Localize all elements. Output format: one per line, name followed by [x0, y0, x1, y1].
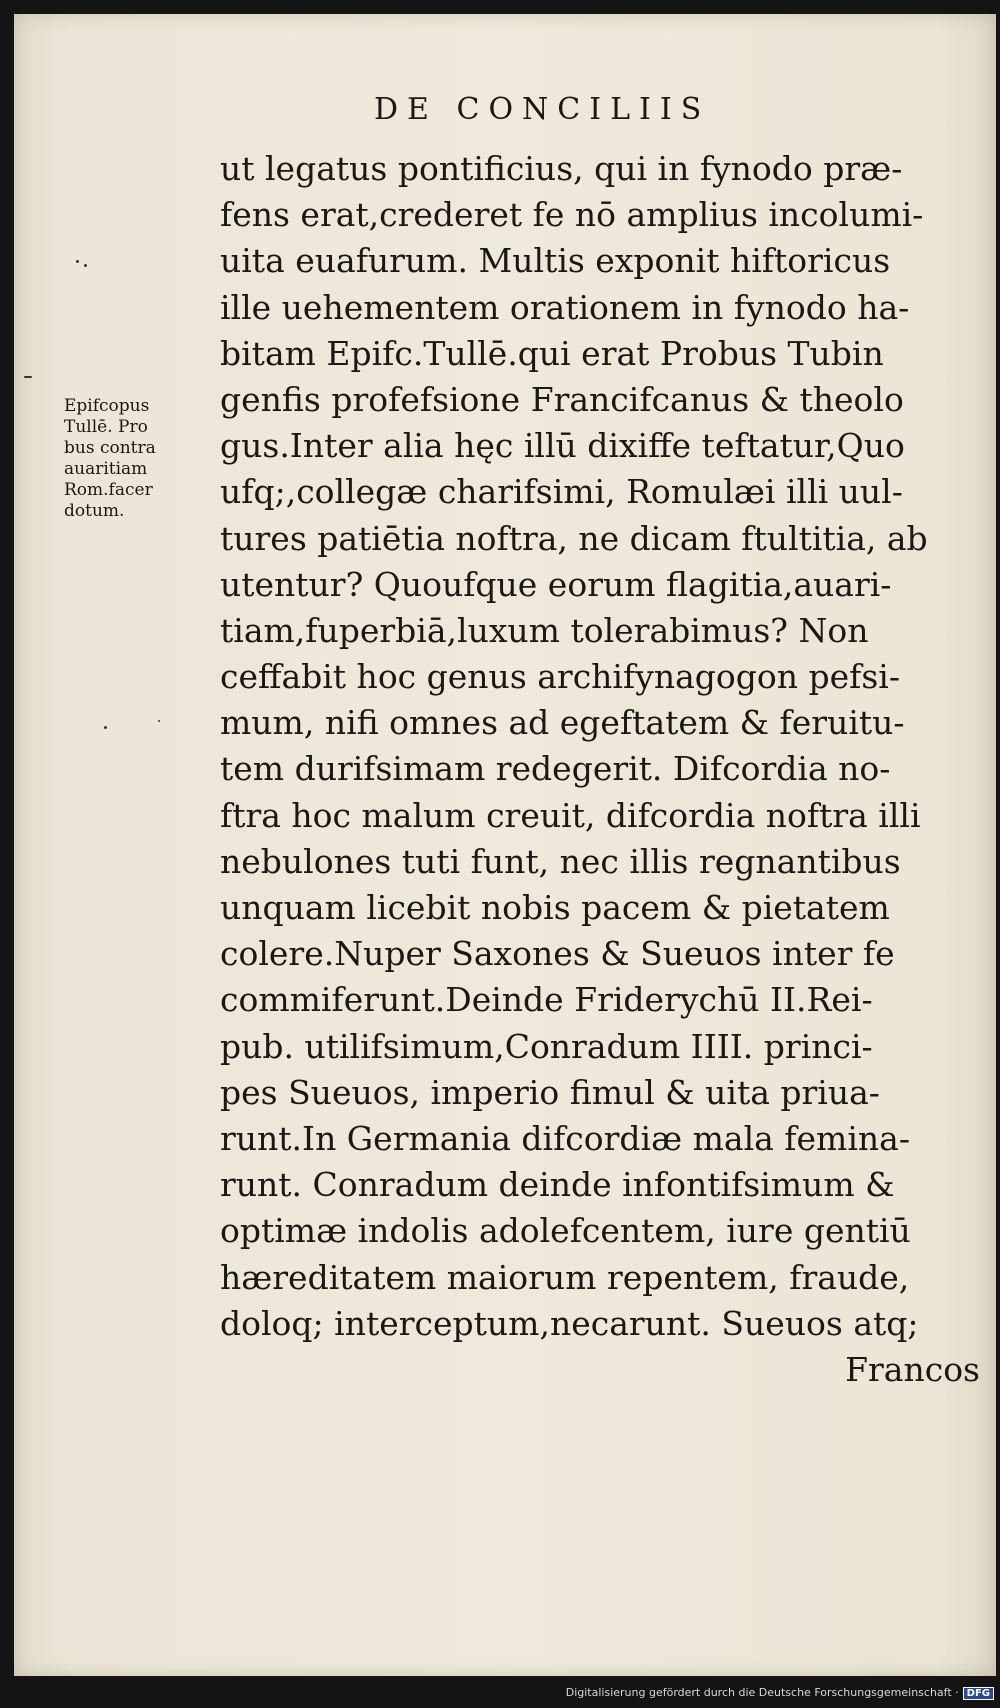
text-line: runt. Conradum deinde infontifsimum &	[220, 1165, 895, 1205]
text-line: ceffabit hoc genus archifynagogon pefsi-	[220, 657, 900, 697]
marginal-note-line: Epifcopus	[64, 396, 150, 416]
digitization-credit	[566, 1686, 994, 1700]
text-line: doloq; interceptum,necarunt. Sueuos atq;	[220, 1303, 919, 1343]
text-line: uita euafurum. Multis exponit hiftoricus	[220, 241, 891, 281]
text-line: pes Sueuos, imperio fimul & uita priua-	[220, 1072, 880, 1112]
body-text	[220, 146, 980, 1393]
text-line: tiam,fuperbiā,luxum tolerabimus? Non	[220, 610, 869, 650]
text-line: fens erat,crederet fe nō amplius incolumi-	[220, 195, 924, 235]
book-page	[14, 14, 996, 1676]
text-line: nebulones tuti funt, nec illis regnantibus	[220, 841, 901, 881]
paper-speck	[24, 376, 32, 378]
marginal-note-line: dotum.	[64, 501, 125, 521]
text-line: optimæ indolis adolefcentem, iure gentiū	[220, 1211, 911, 1251]
catchword: Francos	[845, 1349, 980, 1389]
running-header: DE CONCILIIS	[374, 92, 711, 127]
text-line: bitam Epifc.Tullē.qui erat Probus Tubin	[220, 333, 884, 373]
text-line: hæreditatem maiorum repentem, fraude,	[220, 1257, 910, 1297]
text-line: genfis profefsione Francifcanus & theolo	[220, 379, 904, 419]
paper-speck	[84, 264, 87, 267]
dfg-logo: DFG	[963, 1687, 994, 1700]
digitization-credit-text: Digitalisierung gefördert durch die Deutsche Forschungsgemeinschaft ·	[565, 1686, 959, 1699]
marginal-note	[64, 396, 220, 522]
text-line: tures patiētia noftra, ne dicam ftultitia, ab	[220, 518, 928, 558]
marginal-note-line: bus contra	[64, 438, 156, 458]
text-line: colere.Nuper Saxones & Sueuos inter fe	[220, 934, 895, 974]
text-line: pub. utilifsimum,Conradum IIII. princi-	[220, 1026, 873, 1066]
text-line: runt.In Germania difcordiæ mala femina-	[220, 1118, 910, 1158]
paper-speck	[76, 260, 79, 263]
text-line: ut legatus pontificius, qui in fynodo præ-	[220, 149, 903, 188]
marginal-note-line: Rom.facer	[64, 480, 153, 500]
text-line: ufq;,collegæ charifsimi, Romulæi illi uul-	[220, 472, 903, 512]
text-line: commiferunt.Deinde Friderychū II.Rei-	[220, 980, 873, 1020]
text-line: tem durifsimam redegerit. Difcordia no-	[220, 749, 891, 789]
paper-speck	[158, 720, 160, 722]
text-line: gus.Inter alia hęc illū dixiffe teftatur,Quo	[220, 426, 905, 466]
paper-speck	[104, 726, 107, 729]
text-line: mum, nifi omnes ad egeftatem & feruitu-	[220, 703, 905, 743]
marginal-note-line: Tullē. Pro	[64, 417, 148, 437]
text-line: ftra hoc malum creuit, difcordia noftra illi	[220, 795, 921, 835]
text-line: unquam licebit nobis pacem & pietatem	[220, 888, 890, 927]
text-line: ille uehementem orationem in fynodo ha-	[220, 287, 910, 327]
text-line: utentur? Quoufque eorum flagitia,auari-	[220, 564, 892, 604]
marginal-note-line: auaritiam	[64, 459, 148, 479]
